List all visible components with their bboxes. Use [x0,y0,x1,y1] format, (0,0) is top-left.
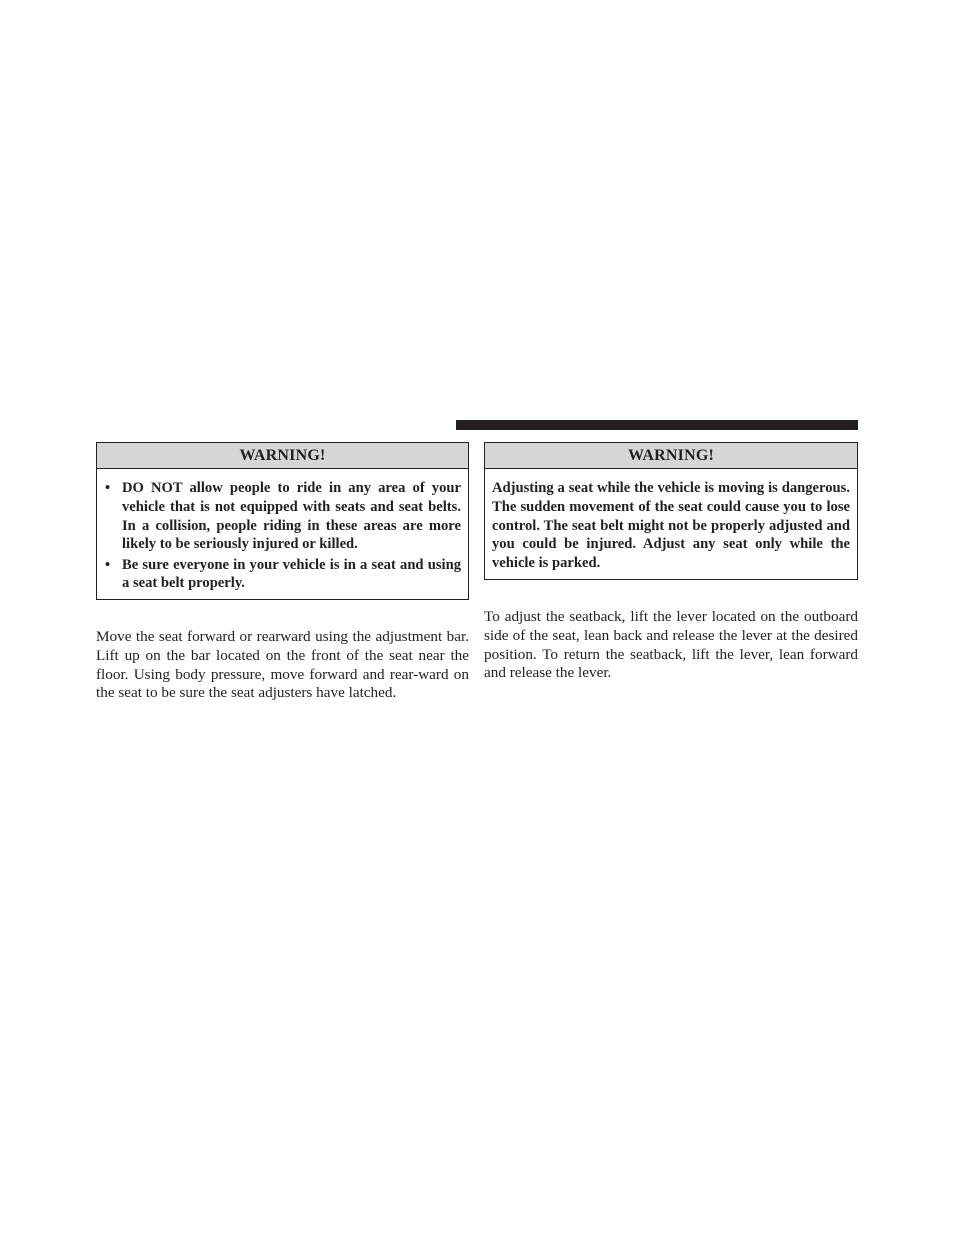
warning-bullet-text: DO NOT allow people to ride in any area of your vehicle that is not equipped with seats and seat belts. In a collision, people riding in these areas are more likely to be seriously injured or killed. [122,480,461,553]
warning-title: WARNING! [485,443,857,469]
warning-bullet-item [104,556,461,594]
warning-bullet-text: Be sure everyone in your vehicle is in a seat and using a seat belt properly. [122,556,461,592]
warning-box-occupants [96,442,469,600]
seat-adjust-paragraph: Move the seat forward or rearward using the adjustment bar. Lift up on the bar located on the front of the seat near the floor. Using body pressure, move forward and rear-ward on the seat to be sure the seat adjusters have latched. [96,628,469,702]
warning-bullet-item [104,479,461,554]
bullet-icon: • [105,556,111,573]
warning-title: WARNING! [97,443,468,469]
seatback-adjust-paragraph: To adjust the seatback, lift the lever located on the outboard side of the seat, lean back and release the lever at the desired position. To return the seatback, lift the lever, lean forward and release the lever. [484,608,858,682]
warning-body-text: Adjusting a seat while the vehicle is moving is dangerous. The sudden movement of the seat could cause you to lose control. The seat belt might not be properly adjusted and you could be injured. Adjust any seat only while the vehicle is parked. [492,480,850,572]
warning-bullet-list [97,469,468,593]
bullet-icon: • [105,480,111,496]
section-header-bar [456,420,858,430]
warning-box-seat-adjust [484,442,858,580]
